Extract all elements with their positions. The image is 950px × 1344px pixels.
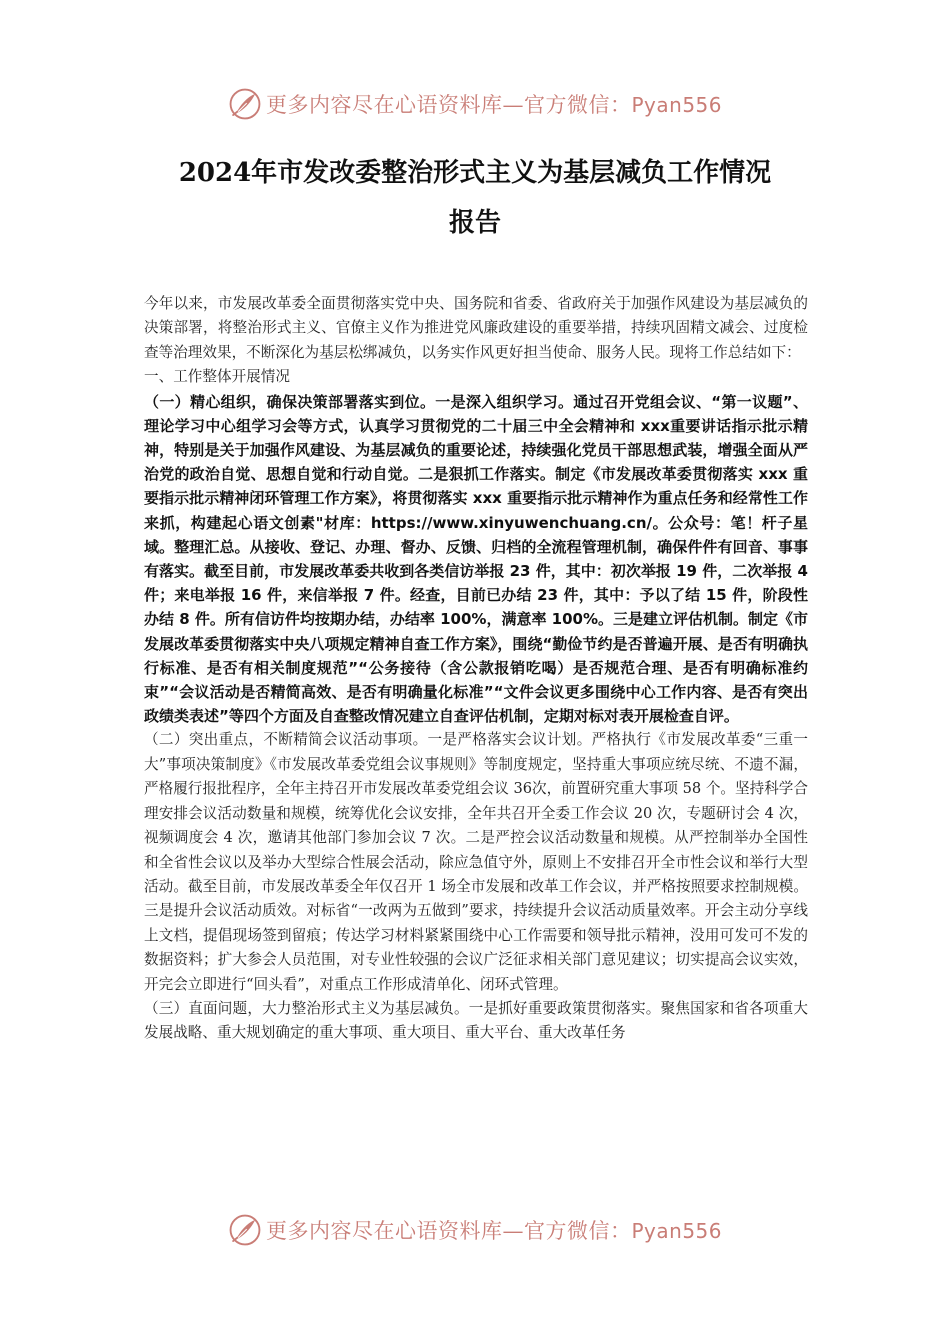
title-line-2: 报告 — [448, 208, 501, 238]
watermark-wechat-id: Pyan556 — [631, 1219, 722, 1243]
page-title — [110, 148, 840, 248]
paragraph-part-3: （三）直面问题，大力整治形式主义为基层减负。一是抓好重要政策贯彻落实。聚焦国家和省各项重大发展战略、重大规划确定的重大事项、重大项目、重大平台、重大改革任务 — [144, 999, 808, 1042]
watermark-text — [266, 1215, 722, 1245]
watermark-banner-top — [0, 84, 950, 124]
watermark-text — [266, 89, 722, 119]
watermark-wechat-id: Pyan556 — [631, 93, 722, 117]
watermark-site-text: 更多内容尽在心语资料库—官方微信： — [265, 93, 632, 117]
title-line-1: 2024年市发改委整治形式主义为基层减负工作情况 — [178, 158, 772, 188]
paragraph-part-1: （一）精心组织，确保决策部署落实到位。一是深入组织学习。通过召开党组会议、“第一议题”、理论学习中心组学习会等方式，认真学习贯彻党的二十届三中全会精神和 xxx重要讲话指示批示精神，特别是关于加强作风建设、为基层减负的重要论述，持续强化党员干部思想武装，增强全面从严治党的政治自觉、思想自觉和行动自觉。二是狠抓工作落实。制定《市发展改革委贯彻落实 xxx 重要指示批示精神闭环管理工作方案》，将贯彻落实 xxx 重要指示批示精神作为重点任务和经常性工作来抓，构建起心语文创素"材库：https://www.xinyuwenchuang.cn/。公众号：笔！杆子星域。整理汇总。从接收、登记、办理、督办、反馈、归档的全流程管理机制，确保件件有回音、事事有落实。截至目前，市发展改革委共收到各类信访举报 23 件，其中：初次举报 19 件，二次举报 4 件；来电举报 16 件，来信举报 7 件。经查，目前已办结 23 件，其中：予以了结 15 件，阶段性办结 8 件。所有信访件均按期办结，办结率 100%，满意率 100%。三是建立评估机制。制定《市发展改革委贯彻落实中央八项规定精神自查工作方案》，围绕“勤俭节约是否普遍开展、是否有明确执行标准、是否有相关制度规范”“公务接待（含公款报销吃喝）是否规范合理、是否有明确标准约束”“会议活动是否精简高效、是否有明确量化标准”“文件会议更多围绕中心工作内容、是否有突出政绩类表述”等四个方面及自查整改情况建立自查评估机制，定期对标对表开展检查自评。 — [144, 392, 809, 726]
document-body — [144, 292, 808, 1046]
watermark-site-text: 更多内容尽在心语资料库—官方微信： — [265, 1219, 632, 1243]
feather-pen-icon — [228, 1213, 262, 1247]
section-heading: 一、工作整体开展情况 — [144, 368, 290, 386]
paragraph-part-2: （二）突出重点，不断精简会议活动事项。一是严格落实会议计划。严格执行《市发展改革委“三重一大”事项决策制度》《市发展改革委党组会议事规则》等制度规定，坚持重大事项应统尽统、不遗不漏，严格履行报批程序，全年主持召开市发展改革委党组会议 36次，前置研究重大事项 58 个。坚持科学合理安排会议活动数量和规模，统筹优化会议安排，全年共召开全委工作会议 20 次，专题研讨会 4 次，视频调度会 4 次，邀请其他部门参加会议 7 次。二是严控会议活动数量和规模。从严控制举办全国性和全省性会议以及举办大型综合性展会活动，除应急值守外，原则上不安排召开全市性会议和举行大型活动。截至目前，市发展改革委全年仅召开 1 场全市发展和改革工作会议，并严格按照要求控制规模。三是提升会议活动质效。对标省“一改两为五做到”要求，持续提升会议活动质量效率。开会主动分享线上文档，提倡现场签到留痕；传达学习材料紧紧围绕中心工作需要和领导批示精神，没用可发可不发的数据资料；扩大参会人员范围，对专业性较强的会议广泛征求相关部门意见建议；切实提高会议实效，开完会立即进行“回头看”，对重点工作形成清单化、闭环式管理。 — [144, 731, 808, 993]
watermark-banner-bottom — [0, 1210, 950, 1250]
feather-pen-icon — [228, 87, 262, 121]
intro-paragraph: 今年以来，市发展改革委全面贯彻落实党中央、国务院和省委、省政府关于加强作风建设为基层减负的决策部署，将整治形式主义、官僚主义作为推进党风廉政建设的重要举措，持续巩固精文减会、过度检查等治理效果，不断深化为基层松绑减负，以务实作风更好担当使命、服务人民。现将工作总结如下： — [144, 295, 808, 361]
